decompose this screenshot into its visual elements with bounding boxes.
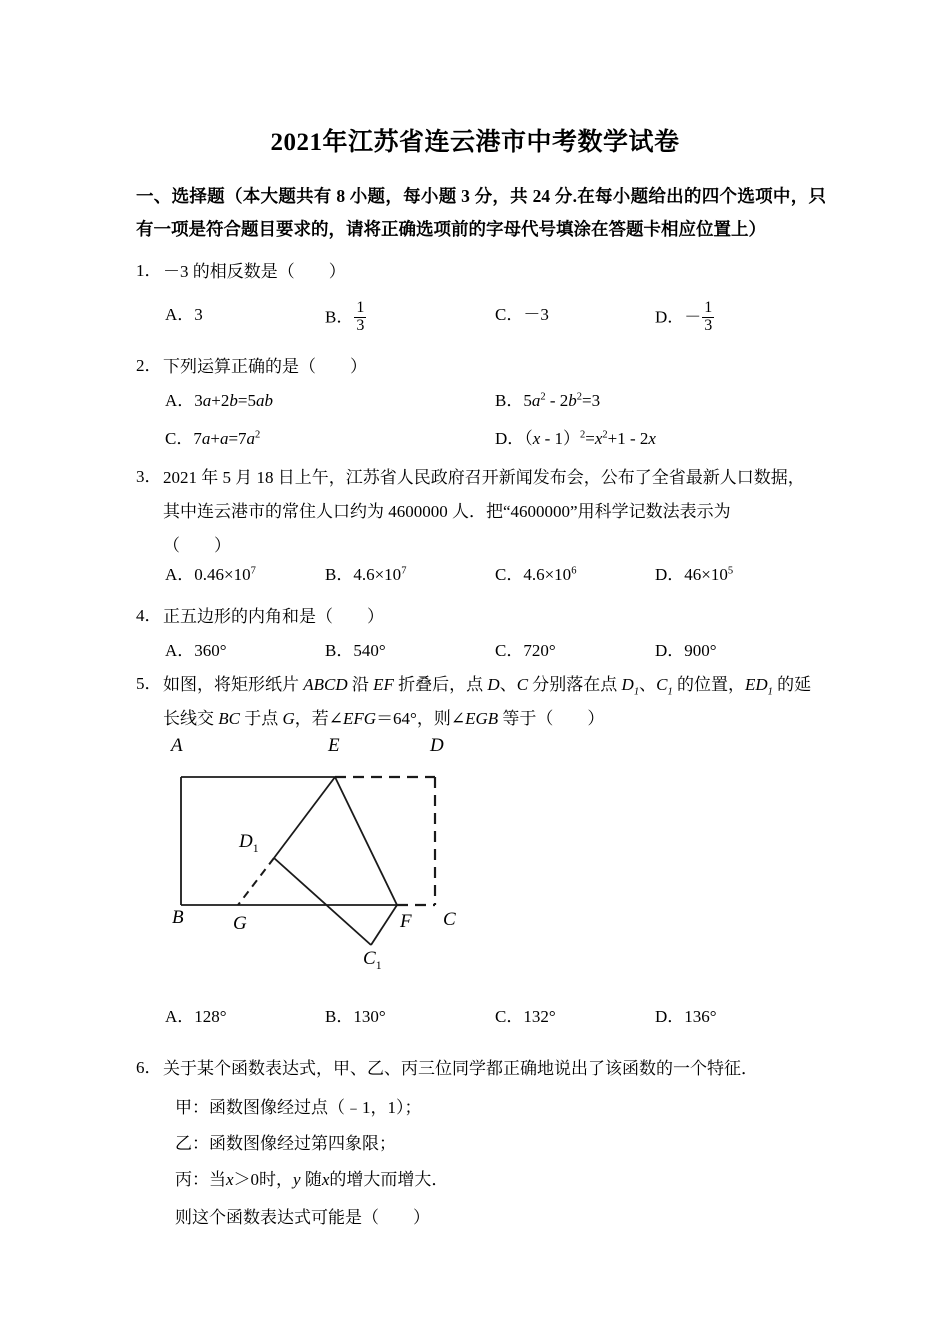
stem-text: 、 [499, 675, 517, 694]
question-3-option-a[interactable] [165, 560, 256, 585]
question-6-number: 6． [136, 1058, 162, 1077]
fraction-negative-one-third [702, 300, 714, 335]
option-d-open-paren: （ [524, 429, 533, 448]
stem-text: ，若∠ [294, 709, 344, 728]
option-c-plus: + [210, 429, 220, 448]
option-d-minus-one: - 1） [540, 429, 580, 448]
segment-ed1-letters: ED [744, 675, 768, 694]
question-2-option-a[interactable] [165, 386, 273, 411]
point-c1-subscript: 1 [667, 686, 673, 698]
stem-text: 如图，将矩形纸片 [163, 675, 304, 694]
option-d-prefix: D． [655, 1007, 685, 1026]
variable-x: x [226, 1170, 234, 1189]
segment-ed1 [744, 675, 773, 698]
stem-text: 折叠后，点 [393, 675, 488, 694]
point-c1 [656, 675, 673, 698]
option-d-var-x1: x [532, 429, 541, 448]
segment-d1c1 [274, 858, 371, 945]
option-b-value: 540° [353, 641, 386, 660]
question-2-stem: 下列运算正确的是（ ） [163, 357, 367, 376]
segment-ed1 [274, 777, 335, 858]
point-d1 [621, 675, 640, 698]
figure-label-d1-letter: D [239, 831, 253, 852]
statement-text: 丙：当 [175, 1170, 226, 1189]
option-c-exponent: 2 [255, 429, 261, 441]
option-c-coef: 7 [193, 429, 202, 448]
option-c-prefix: C． [495, 565, 524, 584]
option-d-exponent-2: 2 [602, 429, 608, 441]
option-a-prefix: A． [165, 1007, 195, 1026]
point-d1-letter: D [621, 675, 634, 694]
option-b-prefix: B． [325, 307, 354, 327]
option-b-prefix: B． [325, 1007, 354, 1026]
segment-fe [335, 777, 397, 905]
rect-abcd: ABCD [303, 675, 348, 694]
option-a-mantissa: 0.46×10 [194, 565, 251, 584]
option-a-prefix: A． [165, 565, 195, 584]
option-a-exponent: 7 [250, 565, 256, 577]
figure-label-c: C [443, 909, 456, 930]
question-5-stem-line-1 [163, 669, 811, 700]
figure-label-g: G [233, 913, 247, 934]
option-d-prefix: D． [655, 565, 685, 584]
question-2-option-d[interactable] [495, 424, 656, 449]
option-c-value: 720° [523, 641, 556, 660]
question-4-option-b[interactable] [325, 636, 386, 661]
question-5-option-b[interactable] [325, 1002, 386, 1027]
option-d-prefix: D． [495, 429, 525, 448]
option-a-value: 128° [194, 1007, 227, 1026]
option-d-equals: = [585, 429, 595, 448]
option-d-prefix: D． [655, 641, 685, 660]
question-5-stem-line-2 [163, 703, 604, 734]
option-c-value: 132° [523, 1007, 556, 1026]
option-c-var-a2: a [219, 429, 229, 448]
figure-label-f: F [400, 911, 412, 932]
section-heading-multiple-choice: 一、选择题（本大题共有 8 小题，每小题 3 分，共 24 分.在每小题给出的四个选项中，只有一项是符合题目要求的，请将正确选项前的字母代号填涂在答题卡相应位置上） [136, 186, 826, 239]
question-1-option-d[interactable] [655, 300, 715, 335]
fraction-numerator: 1 [704, 299, 713, 316]
question-5-option-c[interactable] [495, 1002, 556, 1027]
option-b-exponent-2: 2 [576, 391, 583, 403]
figure-label-c1-letter: C [363, 948, 376, 969]
option-a-prefix: A． [165, 305, 195, 324]
option-c-prefix: C． [495, 305, 524, 324]
figure-label-e: E [328, 735, 340, 756]
option-a-prefix: A． [165, 391, 195, 410]
option-b-value: 130° [353, 1007, 386, 1026]
stem-text: 沿 [347, 675, 374, 694]
question-6-statement-yi: 乙：函数图像经过第四象限； [175, 1134, 396, 1153]
fraction-one-third [354, 300, 366, 335]
stem-text: 长线交 [163, 709, 219, 728]
option-c-prefix: C． [495, 1007, 524, 1026]
option-b-prefix: B． [325, 565, 354, 584]
question-1-option-c[interactable] [495, 300, 549, 325]
fold-line-ef: EF [373, 675, 394, 694]
figure-label-c1-subscript: 1 [375, 958, 382, 972]
question-5-number: 5． [136, 674, 162, 693]
option-c-value: －3 [523, 305, 549, 324]
option-c-mantissa: 4.6×10 [523, 565, 572, 584]
option-c-prefix: C． [495, 641, 524, 660]
angle-egb: EGB [465, 709, 499, 728]
option-b-exponent-1: 2 [540, 391, 546, 403]
question-5-figure [160, 735, 480, 975]
fraction-denominator: 3 [356, 316, 365, 334]
point-c: C [516, 675, 529, 694]
figure-label-b: B [172, 907, 184, 928]
question-6-final-prompt: 则这个函数表达式可能是（ ） [175, 1208, 430, 1227]
option-d-sign: － [684, 307, 702, 327]
question-3-stem-line-2: 其中连云港市的常住人口约为 4600000 人．把“4600000”用科学记数法表示为 [163, 502, 731, 521]
option-a-coef: 3 [194, 391, 203, 410]
question-1-number: 1． [136, 261, 162, 280]
option-a-var-ab: ab [255, 391, 273, 410]
point-d: D [487, 675, 500, 694]
statement-text: 的增大而增大． [329, 1170, 449, 1189]
variable-x2: x [321, 1170, 330, 1189]
question-6-statement-bing [175, 1164, 448, 1195]
stem-text: 的位置， [672, 675, 745, 694]
option-d-var-x3: x [648, 429, 656, 448]
question-3-option-b[interactable] [325, 560, 406, 585]
question-3-option-d[interactable] [655, 560, 733, 585]
point-g: G [282, 709, 295, 728]
point-d1-subscript: 1 [633, 686, 640, 698]
angle-efg: EFG [343, 709, 377, 728]
segment-ed1-subscript: 1 [767, 686, 773, 698]
option-d-exponent: 5 [727, 565, 734, 577]
figure-label-d: D [430, 735, 444, 756]
variable-y: y [293, 1170, 301, 1189]
stem-text: 于点 [239, 709, 283, 728]
option-b-var-a: a [531, 391, 541, 410]
question-3-stem-line-1: 2021 年 5 月 18 日上午，江苏省人民政府召开新闻发布会，公布了全省最新人口数据， [163, 468, 805, 487]
question-4-number: 4． [136, 606, 162, 625]
question-3-option-c[interactable] [495, 560, 576, 585]
option-d-tail: +1 - 2 [607, 429, 649, 448]
option-b-var-b: b [568, 391, 577, 410]
question-3-number: 3． [136, 467, 162, 486]
question-1-option-a[interactable] [165, 300, 203, 325]
stem-text: 的延 [772, 675, 812, 694]
fraction-numerator: 1 [356, 299, 365, 316]
option-d-prefix: D． [655, 307, 685, 327]
point-c1-letter: C [656, 675, 668, 694]
figure-label-a: A [171, 735, 183, 756]
option-b-result: =3 [582, 391, 601, 410]
option-d-value: 900° [684, 641, 717, 660]
question-4-option-a[interactable] [165, 636, 227, 661]
page-title: 2021年江苏省连云港市中考数学试卷 [270, 129, 680, 156]
option-b-prefix: B． [325, 641, 354, 660]
question-2-option-b[interactable] [495, 386, 600, 411]
fraction-denominator: 3 [704, 316, 713, 334]
option-a-prefix: A． [165, 641, 195, 660]
option-c-equals: =7 [228, 429, 247, 448]
option-b-exponent: 7 [401, 565, 407, 577]
option-a-value: 3 [194, 305, 203, 324]
question-4-option-c[interactable] [495, 636, 556, 661]
option-c-var-a3: a [246, 429, 256, 448]
question-3-stem-line-3: （ ） [163, 536, 231, 555]
option-a-var-a: a [202, 391, 212, 410]
option-a-value: 360° [194, 641, 227, 660]
option-b-prefix: B． [495, 391, 524, 410]
option-b-operator: - 2 [545, 391, 569, 410]
option-b-coef: 5 [523, 391, 532, 410]
segment-bc: BC [218, 709, 240, 728]
stem-text: 分别落在点 [528, 675, 622, 694]
option-d-mantissa: 46×10 [684, 565, 728, 584]
statement-text: ＞0时， [233, 1170, 294, 1189]
figure-label-d1-subscript: 1 [252, 841, 259, 855]
option-a-operator: +2 [211, 391, 230, 410]
question-5-option-a[interactable] [165, 1002, 227, 1027]
question-4-stem: 正五边形的内角和是（ ） [163, 607, 384, 626]
figure-label-c1 [363, 948, 382, 970]
figure-label-d1 [239, 831, 259, 853]
option-a-var-b: b [229, 391, 238, 410]
option-b-mantissa: 4.6×10 [353, 565, 402, 584]
stem-text: ＝64°，则∠ [376, 709, 466, 728]
option-d-var-x2: x [594, 429, 603, 448]
option-d-value: 136° [684, 1007, 717, 1026]
question-6-stem: 关于某个函数表达式，甲、乙、丙三位同学都正确地说出了该函数的一个特征． [163, 1059, 758, 1078]
option-c-var-a1: a [201, 429, 211, 448]
question-5-option-d[interactable] [655, 1002, 717, 1027]
stem-text: 、 [639, 675, 657, 694]
segment-d1g-dashed [238, 858, 274, 905]
question-1-option-b[interactable] [325, 300, 367, 335]
question-2-option-c[interactable] [165, 424, 260, 449]
option-c-exponent: 6 [571, 565, 577, 577]
question-4-option-d[interactable] [655, 636, 717, 661]
segment-c1f [371, 905, 397, 945]
folded-rectangle-diagram [160, 735, 480, 975]
option-a-equals: =5 [237, 391, 256, 410]
question-6-statement-jia: 甲：函数图像经过点（﹣1，1）； [175, 1098, 422, 1117]
statement-text: 随 [300, 1170, 322, 1189]
option-c-prefix: C． [165, 429, 194, 448]
question-1-stem: －3 的相反数是（ ） [163, 262, 346, 281]
option-d-exponent-1: 2 [580, 429, 586, 441]
question-2-number: 2． [136, 356, 162, 375]
stem-text: 等于（ ） [498, 709, 605, 728]
